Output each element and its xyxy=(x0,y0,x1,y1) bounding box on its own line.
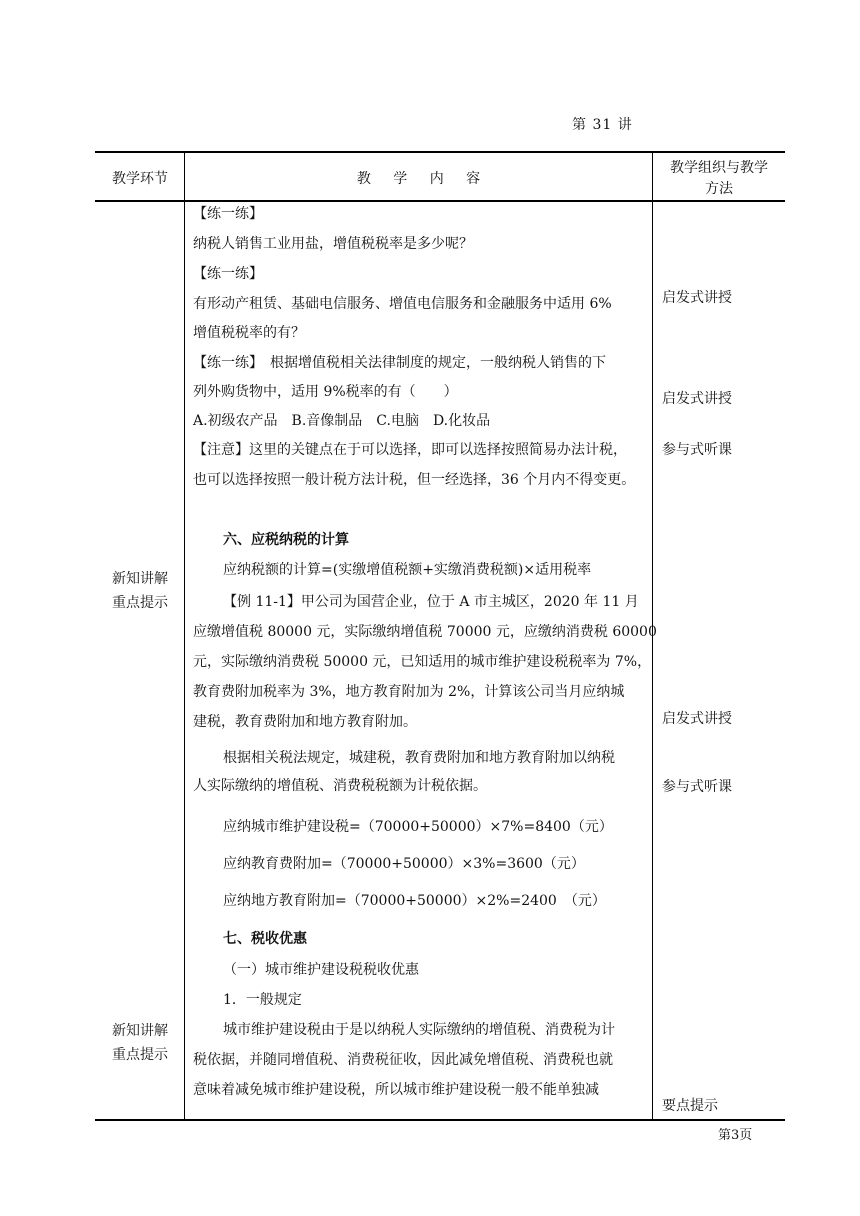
lecture-number: 第 31 讲 xyxy=(572,117,633,133)
method-note: 启发式讲授 xyxy=(662,391,732,407)
subsection-heading: 1．一般规定 xyxy=(223,992,302,1008)
lesson-plan-table xyxy=(95,151,785,1121)
content-line: A.初级农产品 B.音像制品 C.电脑 D.化妆品 xyxy=(193,413,491,429)
content-line: 有形动产租赁、基础电信服务、增值电信服务和金融服务中适用 6% xyxy=(193,296,612,312)
content-line: 元，实际缴纳消费税 50000 元，已知适用的城市维护建设税税率为 7%， xyxy=(193,654,652,670)
content-line: 应纳税额的计算=(实缴增值税额+实缴消费税额)×适用税率 xyxy=(223,562,592,578)
section-heading: 七、税收优惠 xyxy=(223,931,307,947)
content-line: 【练一练】 xyxy=(193,206,263,222)
content-line: 也可以选择按照一般计税方法计税，但一经选择，36 个月内不得变更。 xyxy=(193,472,636,488)
content-line: 【注意】这里的关键点在于可以选择，即可以选择按照简易办法计税， xyxy=(193,442,627,458)
page-number: 第3页 xyxy=(718,1128,753,1143)
content-line: 列外购货物中，适用 9%税率的有（ ） xyxy=(193,384,458,400)
content-line: 纳税人销售工业用盐，增值税税率是多少呢？ xyxy=(193,236,473,252)
stage-label: 新知讲解 重点提示 xyxy=(112,571,168,611)
section-heading: 六、应税纳税的计算 xyxy=(223,532,349,548)
content-line: 应缴增值税 80000 元，实际缴纳增值税 70000 元，应缴纳消费税 60000 xyxy=(193,624,657,640)
content-line: 建税，教育费附加和地方教育附加。 xyxy=(193,714,417,730)
method-note: 启发式讲授 xyxy=(662,290,732,306)
content-line: 根据相关税法规定，城建税，教育费附加和地方教育附加以纳税 xyxy=(223,750,615,766)
content-line: 【练一练】 xyxy=(193,266,263,282)
subsection-heading: （一）城市维护建设税税收优惠 xyxy=(223,962,419,978)
header-method-line2: 方法 xyxy=(705,181,733,197)
content-line: 增值税税率的有？ xyxy=(193,325,305,341)
teaching-content xyxy=(193,153,657,1119)
content-line: 【例 11-1】甲公司为国营企业，位于 A 市主城区，2020 年 11 月 xyxy=(223,594,639,610)
stage-label: 新知讲解 重点提示 xyxy=(112,1023,168,1063)
content-line: 意味着减免城市维护建设税，所以城市维护建设税一般不能单独减 xyxy=(193,1082,599,1098)
formula-line: 应纳地方教育附加=（70000+50000）×2%=2400 （元） xyxy=(223,893,606,909)
formula-line: 应纳教育费附加=（70000+50000）×3%=3600（元） xyxy=(223,856,585,872)
method-note: 参与式听课 xyxy=(662,442,732,458)
content-line: 教育费附加税率为 3%，地方教育附加为 2%，计算该公司当月应纳城 xyxy=(193,684,625,700)
header-method-line1: 教学组织与教学 xyxy=(670,160,768,176)
header-teaching-stage: 教学环节 xyxy=(112,171,168,187)
header-teaching-content: 教 学 内 容 xyxy=(356,171,481,187)
content-line: 税依据，并随同增值税、消费税征收，因此减免增值税、消费税也就 xyxy=(193,1052,613,1068)
column-divider xyxy=(184,153,185,1119)
formula-line: 应纳城市维护建设税=（70000+50000）×7%=8400（元） xyxy=(223,819,613,835)
content-line: 城市维护建设税由于是以纳税人实际缴纳的增值税、消费税为计 xyxy=(223,1022,615,1038)
method-note: 启发式讲授 xyxy=(662,711,732,727)
content-line: 【练一练】 根据增值税相关法律制度的规定，一般纳税人销售的下 xyxy=(193,355,606,371)
method-note: 要点提示 xyxy=(662,1098,718,1114)
method-note: 参与式听课 xyxy=(662,779,732,795)
content-line: 人实际缴纳的增值税、消费税税额为计税依据。 xyxy=(193,778,487,794)
